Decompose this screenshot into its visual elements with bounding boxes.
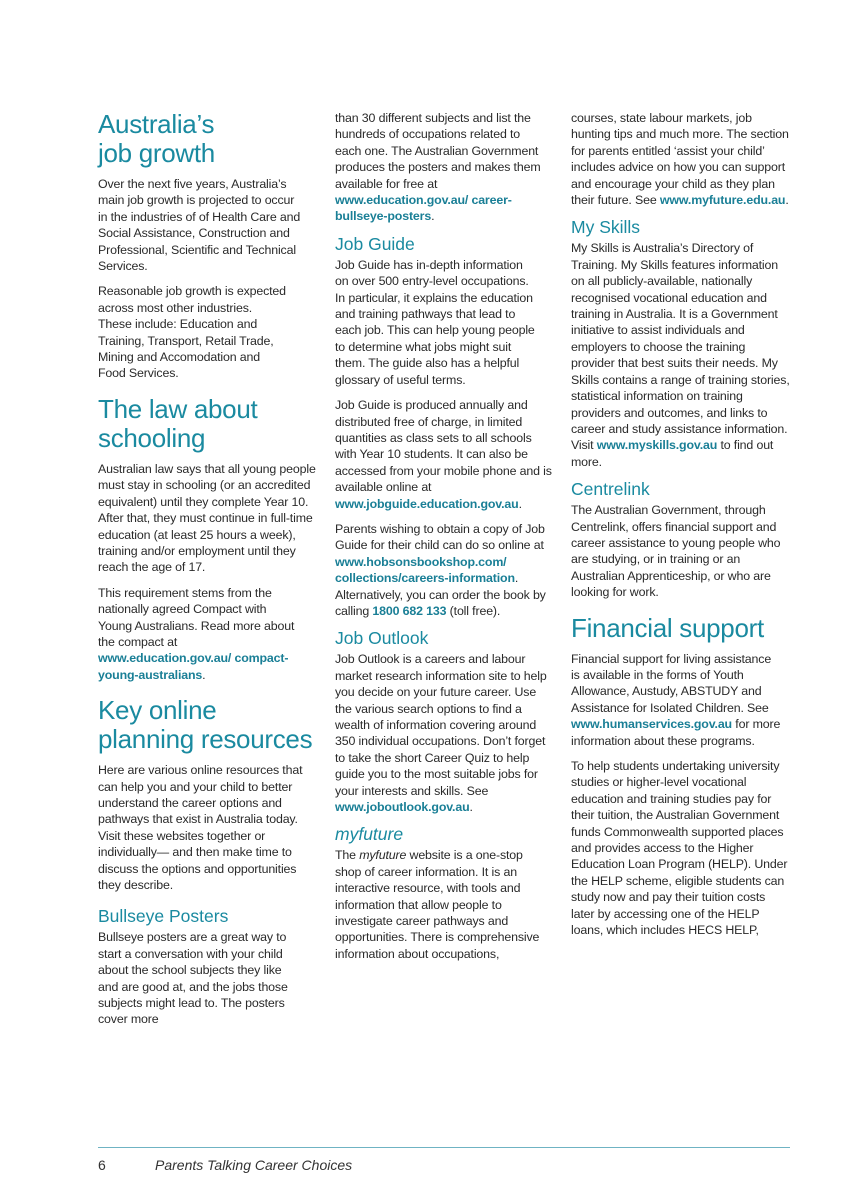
section-my-skills	[571, 217, 791, 470]
key-resources-paragraph: Here are various online resources that can help you and your child to better understand the career options and pathways that exist in Australia today. Visit these websites together or individually— and then make time to discuss the options and opportunities they describe.	[98, 763, 303, 892]
column-3	[571, 110, 791, 947]
humanservices-link[interactable]: www.humanservices.gov.au	[571, 717, 732, 732]
order-phone-number: 1800 682 133	[372, 603, 447, 618]
heading-law-schooling: The law about schooling	[98, 393, 258, 453]
heading-bullseye: Bullseye Posters	[98, 906, 229, 927]
heading-job-outlook: Job Outlook	[335, 628, 429, 649]
law-paragraph-1: Australian law says that all young people must stay in schooling (or an accredited equivalent) until they complete Year 10. After that, they must continue in full-time education (at least 25 hours a week), training and/or employment until they reach the age of 17.	[98, 461, 316, 575]
find-out-more-text: to find out more.	[571, 438, 774, 469]
section-centrelink	[571, 479, 791, 600]
section-myfuture	[335, 824, 553, 962]
hobsons-bookshop-link[interactable]: www.hobsonsbookshop.com/ collections/careers-information	[335, 554, 515, 586]
job-outlook-text: Job Outlook is a careers and labour market research information site to help you decide on your future career. Use the various search options to find a wealth of information covering around 350 individual occupations. Don’t forget to take the short Career Quiz to help guide you to the most suitable jobs for your interests and skills. See	[335, 652, 547, 798]
job-guide-paragraph-3: Parents wishing to obtain a copy of Job Guide for their child can do so online at www.hobsonsbookshop.com/ collections/careers-information. Alternatively, you can order the book by calling 1800 682 133 (toll free).	[335, 521, 546, 618]
jobguide-link[interactable]: www.jobguide.education.gov.au	[335, 496, 519, 511]
page-number: 6	[98, 1157, 106, 1173]
job-outlook-paragraph: Job Outlook is a careers and labour market research information site to help you decide on your future career. Use the various search options to find a wealth of information covering around 350 individual occupations. Don’t forget to take the short Career Quiz to help guide you to the most suitable jobs for your interests and skills. See www.joboutlook.gov.au.	[335, 652, 547, 815]
heading-centrelink: Centrelink	[571, 479, 650, 500]
heading-job-guide: Job Guide	[335, 233, 415, 254]
joboutlook-link[interactable]: www.joboutlook.gov.au	[335, 800, 470, 815]
job-growth-paragraph-2: Reasonable job growth is expected across most other industries. These include: Education and Training, Transport, Retail Trade, Mining and Accomodation and Food Services.	[98, 284, 286, 381]
job-guide-order-text: Alternatively, you can order the book by calling	[335, 587, 546, 618]
heading-key-resources: Key online planning resources	[98, 695, 313, 755]
heading-job-growth: Australia’s job growth	[98, 109, 215, 168]
compact-link[interactable]: www.education.gov.au/ compact-young-australians	[98, 651, 289, 682]
section-job-guide	[335, 234, 553, 620]
myfuture-description: website is a one-stop shop of career information. It is an interactive resource, with tools and information that allow people to investigate career pathways and opportunities. There is comprehensive information about occupations,	[335, 848, 540, 961]
heading-financial-support: Financial support	[571, 612, 764, 643]
law-paragraph-2: This requirement stems from the nationally agreed Compact with Young Australians. Read more about the compact at www.education.gov.au/ compact-young-australians.	[98, 585, 295, 682]
job-guide-paragraph-1: Job Guide has in-depth information on over 500 entry-level occupations. In particular, it explains the education and training pathways that lead to each job. This can help young people to determine what jobs might suit them. The guide also has a helpful glossary of useful terms.	[335, 257, 535, 387]
heading-my-skills: My Skills	[571, 217, 641, 238]
financial-paragraph-1-text: Financial support for living assistance is available in the forms of Youth Allowance, Austudy, ABSTUDY and Assistance for Isolated Children. See	[571, 651, 772, 715]
bullseye-continued-text: than 30 different subjects and list the hundreds of occupations related to each one. The Australian Government produces the posters and makes them available for free at	[335, 111, 541, 191]
section-job-outlook	[335, 628, 553, 815]
bullseye-paragraph: Bullseye posters are a great way to start a conversation with your child about the school subjects they like and are good at, and the jobs those subjects might lead to. The posters cover more	[98, 930, 288, 1027]
section-financial-support	[571, 614, 791, 939]
financial-paragraph-2: To help students undertaking university studies or higher-level vocational education and training studies pay for their tuition, the Australian Government funds Commonwealth supported places and provides access to the Higher Education Loan Program (HELP). Under the HELP scheme, eligible students can study now and pay their tuition costs later by accessing one of the HELP loans, which includes HECS HELP,	[571, 759, 788, 938]
bullseye-paragraph-continued: than 30 different subjects and list the hundreds of occupations related to each one. The Australian Government produces the posters and makes them available for free at www.education.gov.au/ career-bullseye-posters.	[335, 111, 541, 224]
section-bullseye	[98, 906, 318, 1027]
myskills-link[interactable]: www.myskills.gov.au	[596, 438, 718, 453]
my-skills-text: My Skills is Australia’s Directory of Training. My Skills features information on all publicly-available, nationally recognised vocational education and training in Australia. It is a Government initiative to assist individuals and employers to choose the training provider that best suits their needs. My Skills contains a range of training stories, statistical information on training providers and outcomes, and links to career and study assistance information.	[571, 241, 790, 436]
myfuture-continued-text: courses, state labour markets, job hunting tips and much more. The section for parents entitled ‘assist your child’ includes advice on how you can support and encourage your child as they plan their future. See	[571, 111, 789, 208]
section-law-schooling	[98, 395, 318, 683]
column-2	[335, 110, 553, 971]
job-guide-paragraph-2: Job Guide is produced annually and distributed free of charge, in limited quantities as class sets to all schools with Year 10 students. It can also be accessed from your mobile phone and is available online at www.jobguide.education.gov.au.	[335, 398, 552, 511]
publication-title: Parents Talking Career Choices	[155, 1157, 353, 1173]
myfuture-link[interactable]: www.myfuture.edu.au	[659, 193, 786, 208]
myfuture-paragraph	[335, 847, 545, 962]
visit-text: Visit	[571, 438, 594, 453]
financial-paragraph-1	[571, 651, 781, 749]
job-guide-paragraph-3-text: Parents wishing to obtain a copy of Job Guide for their child can do so online at	[335, 521, 545, 553]
centrelink-paragraph: The Australian Government, through Centrelink, offers financial support and career assistance to young people who are studying, or in training or an Australian Apprenticeship, or who are looking for work.	[571, 503, 781, 600]
job-growth-paragraph-1: Over the next five years, Australia’s main job growth is projected to occur in the industries of of Health Care and Social Assistance, Construction and Professional, Scientific and Technical Services.	[98, 177, 301, 274]
myfuture-paragraph-continued: courses, state labour markets, job hunting tips and much more. The section for parents entitled ‘assist your child’ includes advice on how you can support and encourage your child as they plan their future. See www.myfuture.edu.au.	[571, 111, 789, 208]
section-job-growth	[98, 110, 318, 382]
myfuture-name: myfuture	[359, 848, 407, 863]
bullseye-posters-link[interactable]: www.education.gov.au/ career-bullseye-posters	[335, 193, 512, 224]
job-guide-paragraph-2-text: Job Guide is produced annually and distributed free of charge, in limited quantities as class sets to all schools with Year 10 students. It can also be accessed from your mobile phone and is available online at	[335, 398, 552, 495]
financial-paragraph-1-end: for more information about these programs.	[571, 717, 781, 748]
my-skills-paragraph	[571, 240, 791, 470]
heading-myfuture: myfuture	[335, 824, 404, 845]
section-key-resources	[98, 696, 318, 893]
column-1	[98, 110, 318, 1037]
law-paragraph-2-text: This requirement stems from the nationally agreed Compact with Young Australians. Read more about the compact at	[98, 585, 295, 649]
footer-rule	[98, 1147, 790, 1148]
myfuture-intro-text: The	[335, 848, 356, 863]
toll-free-text: (toll free).	[449, 603, 501, 618]
